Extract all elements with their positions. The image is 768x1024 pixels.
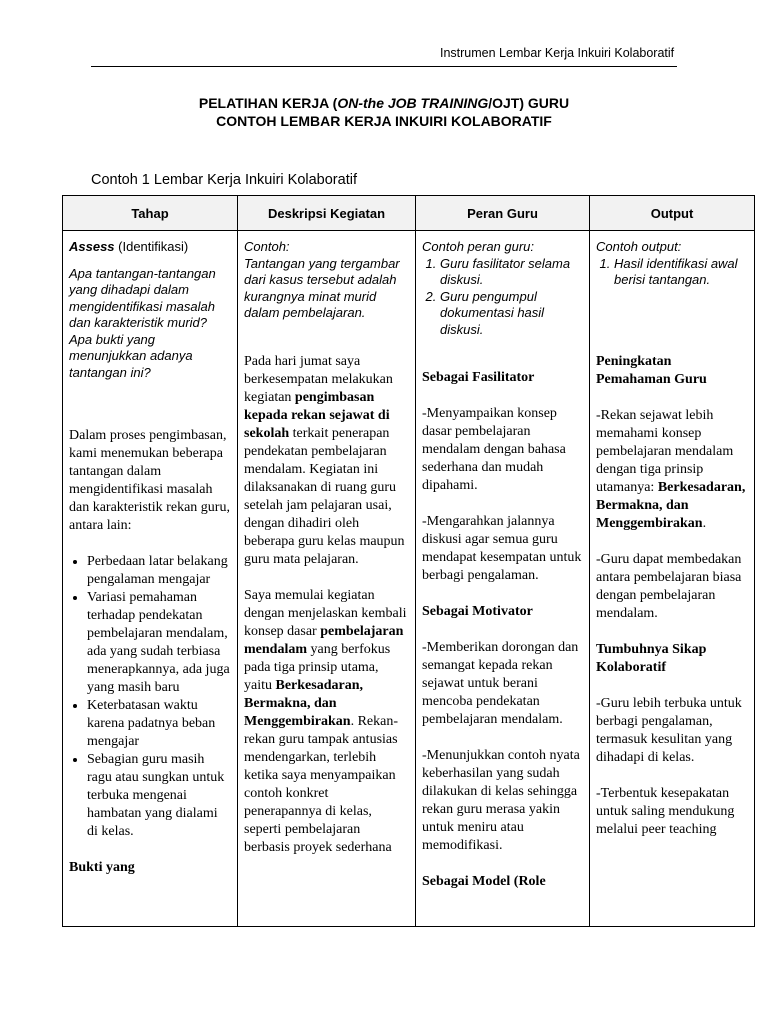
document-title-line-2: CONTOH LEMBAR KERJA INKUIRI KOLABORATIF [216, 113, 552, 129]
peran-example-label: Contoh peran guru: [422, 239, 535, 254]
role-heading-model: Sebagai Model (Role [422, 874, 546, 889]
list-item: 1. Hasil identifikasi awal berisi tantangan. [614, 256, 748, 289]
table-header-row [63, 196, 755, 231]
cell-deskripsi [238, 231, 416, 927]
peran-example-list [422, 256, 583, 339]
document-title-line-1: PELATIHAN KERJA (ON-the JOB TRAINING/OJT) GURU [198, 95, 570, 111]
output-paragraph: -Guru dapat membedakan antara pembelajaran biasa dengan pembelajaran mendalam. [596, 551, 742, 621]
peran-paragraph: -Mengarahkan jalannya diskusi agar semua guru mendapat kesempatan untuk berbagi pengalaman. [422, 514, 582, 583]
list-item: • Perbedaan latar belakang pengalaman mengajar [87, 553, 231, 589]
assess-heading: Assess (Identifikasi) [69, 239, 189, 254]
output-heading-pemahaman: Peningkatan Pemahaman Guru [596, 353, 707, 387]
challenge-list [69, 553, 231, 841]
list-item: • Variasi pemahaman terhadap pendekatan pembelajaran mendalam, ada yang sudah terbiasa menerapkannya, ada juga yang masih baru [87, 589, 231, 697]
cell-peran-guru [416, 231, 590, 927]
header-peran-guru: Peran Guru [416, 196, 590, 231]
role-heading-fasilitator: Sebagai Fasilitator [422, 370, 535, 385]
table-caption: Contoh 1 Lembar Kerja Inkuiri Kolaboratif [91, 172, 357, 188]
running-header: Instrumen Lembar Kerja Inkuiri Kolaboratif [440, 46, 675, 60]
output-paragraph: -Rekan sejawat lebih memahami konsep pembelajaran mendalam dengan tiga prinsip utamanya: Berkesadaran, Bermakna, dan Menggembirakan. [596, 407, 746, 531]
worksheet-table [62, 195, 755, 927]
header-deskripsi: Deskripsi Kegiatan [238, 196, 416, 231]
assess-question: Apa tantangan-tantangan yang dihadapi dalam mengidentifikasi masalah dan karakteristik murid? Apa bukti yang menunjukkan adanya tantangan ini? [69, 265, 216, 380]
output-example-list [596, 256, 748, 289]
deskripsi-paragraph-1: Pada hari jumat saya berkesempatan melakukan kegiatan pengimbasan kepada rekan sejawat di sekolah terkait penerapan pendekatan pembelajaran mendalam. Kegiatan ini dilaksanakan di ruang guru setelah jam pelajaran usai, dengan dihadiri oleh beberapa guru kelas maupun guru mata pelajaran. [244, 353, 405, 567]
cell-tahap [63, 231, 238, 927]
list-item: 2. Guru pengumpul dokumentasi hasil diskusi. [440, 289, 583, 339]
assess-intro: Dalam proses pengimbasan, kami menemukan beberapa tantangan dalam mengidentifikasi masalah dan karakteristik rekan guru, antara lain: [69, 428, 230, 533]
header-tahap: Tahap [63, 196, 238, 231]
list-item: 1. Guru fasilitator selama diskusi. [440, 256, 583, 289]
header-output: Output [590, 196, 755, 231]
role-heading-motivator: Sebagai Motivator [422, 604, 533, 619]
output-heading-kolaboratif: Tumbuhnya Sikap Kolaboratif [596, 641, 707, 675]
peran-paragraph: -Menyampaikan konsep dasar pembelajaran mendalam dengan bahasa sederhana dan mudah dipahami. [422, 406, 566, 493]
cell-output [590, 231, 755, 927]
peran-paragraph: -Menunjukkan contoh nyata keberhasilan yang sudah dilakukan di kelas sehingga rekan guru merasa yakin untuk meniru atau memodifikasi. [422, 748, 580, 853]
output-example-label: Contoh output: [596, 239, 682, 254]
deskripsi-example-label: Contoh: [244, 239, 290, 254]
output-paragraph: -Terbentuk kesepakatan untuk saling mendukung melalui peer teaching [596, 785, 735, 837]
list-item: • Keterbatasan waktu karena padatnya beban mengajar [87, 697, 231, 751]
deskripsi-paragraph-2: Saya memulai kegiatan dengan menjelaskan kembali konsep dasar pembelajaran mendalam yang berfokus pada tiga prinsip utama, yaitu Berkesadaran, Bermakna, dan Menggembirakan. Rekan-rekan guru tampak antusias mendengarkan, terlebih ketika saya menyampaikan contoh konkret penerapannya di kelas, seperti pembelajaran berbasis proyek sederhana [244, 587, 407, 855]
list-item: • Sebagian guru masih ragu atau sungkan untuk terbuka mengenai hambatan yang dialami di kelas. [87, 751, 231, 841]
bukti-heading: Bukti yang [69, 860, 135, 875]
table-row [63, 231, 755, 927]
deskripsi-example-text: Tantangan yang tergambar dari kasus tersebut adalah kurangnya minat murid dalam pembelajaran. [244, 255, 400, 320]
output-paragraph: -Guru lebih terbuka untuk berbagi pengalaman, termasuk kesulitan yang dihadapi di kelas. [596, 695, 742, 765]
header-rule [91, 66, 677, 67]
peran-paragraph: -Memberikan dorongan dan semangat kepada rekan sejawat untuk berani mencoba pendekatan pembelajaran mendalam. [422, 640, 579, 727]
